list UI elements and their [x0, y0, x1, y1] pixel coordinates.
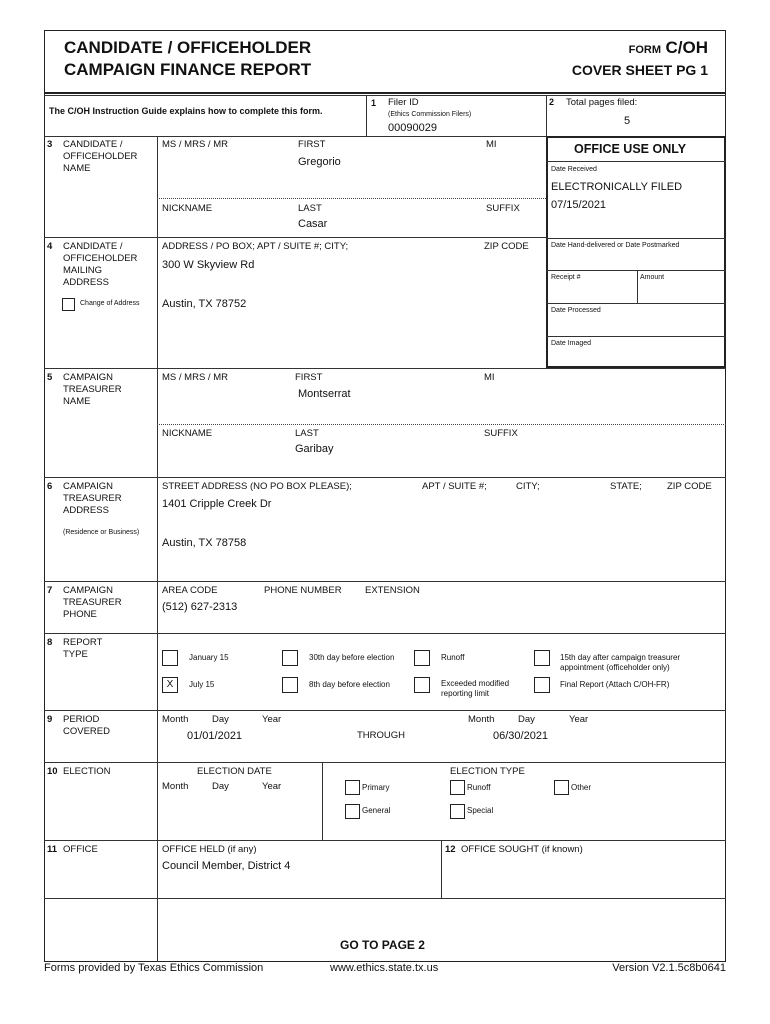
go-to-page-2: GO TO PAGE 2 — [340, 938, 425, 952]
primary-label: Primary — [362, 783, 390, 792]
title-line-1: CANDIDATE / OFFICEHOLDER — [64, 38, 312, 57]
candidate-nickname-label: NICKNAME — [162, 203, 213, 214]
election-year-label: Year — [262, 781, 282, 792]
residence-or-business-note: (Residence or Business) — [63, 529, 140, 536]
candidate-prefix-label: MS / MRS / MR — [162, 139, 228, 150]
section-12-number: 12 — [445, 844, 456, 855]
dotted-separator — [157, 198, 546, 199]
date-received-label: Date Received — [551, 166, 597, 173]
section-6-label: TREASURER — [63, 493, 122, 504]
exceeded-limit-label: Exceeded modified — [441, 679, 510, 688]
treasurer-apt-label: APT / SUITE #; — [422, 481, 487, 492]
instructions-text: The C/OH Instruction Guide explains how to complete this form. — [49, 106, 323, 116]
8th-day-checkbox[interactable] — [282, 677, 298, 693]
office-held-label: OFFICE HELD (if any) — [162, 844, 257, 855]
row-line — [546, 161, 726, 162]
section-3-label: OFFICEHOLDER — [63, 151, 138, 162]
period-from-date: 01/01/2021 — [187, 730, 243, 742]
section-3-label: NAME — [63, 163, 91, 174]
treasurer-first-name: Montserrat — [298, 388, 351, 400]
row-line — [44, 477, 726, 478]
section-4-label: MAILING — [63, 265, 103, 276]
section-6-label: CAMPAIGN — [63, 481, 113, 492]
period-to-date: 06/30/2021 — [493, 730, 549, 742]
through-label: THROUGH — [357, 730, 406, 741]
form-code — [629, 38, 708, 58]
general-checkbox[interactable] — [345, 804, 360, 819]
runoff-report-label: Runoff — [441, 653, 465, 662]
office-sought-label: OFFICE SOUGHT (if known) — [461, 844, 583, 855]
final-report-label: Final Report (Attach C/OH-FR) — [560, 680, 670, 689]
15th-day-label: appointment (officeholder only) — [560, 663, 670, 672]
row-line — [546, 303, 726, 304]
electronically-filed-text: ELECTRONICALLY FILED — [551, 181, 683, 193]
section-5-label: TREASURER — [63, 384, 122, 395]
dotted-separator — [157, 424, 726, 425]
row-line — [44, 840, 726, 841]
section-9-number: 9 — [47, 714, 53, 725]
candidate-last-label: LAST — [298, 203, 322, 214]
total-pages-value: 5 — [624, 115, 631, 127]
row-line — [44, 237, 546, 238]
row-line — [44, 581, 726, 582]
change-of-address-label: Change of Address — [80, 300, 140, 307]
footer-provider: Forms provided by Texas Ethics Commission — [44, 962, 264, 974]
section-4-label: ADDRESS — [63, 277, 109, 288]
date-processed-label: Date Processed — [551, 307, 601, 314]
30th-day-checkbox[interactable] — [282, 650, 298, 666]
row-line — [44, 762, 726, 763]
header-rule-2 — [44, 95, 726, 96]
mailing-address-header: ADDRESS / PO BOX; APT / SUITE #; CITY; — [162, 241, 349, 252]
cover-sheet-label: COVER SHEET PG 1 — [571, 62, 708, 78]
row-line — [44, 136, 546, 137]
period-from-day-label: Day — [212, 714, 229, 725]
30th-day-label: 30th day before election — [309, 653, 395, 662]
treasurer-mi-label: MI — [484, 372, 495, 383]
election-month-label: Month — [162, 781, 189, 792]
election-day-label: Day — [212, 781, 229, 792]
other-label: Other — [571, 783, 592, 792]
treasurer-address-line1: 1401 Cripple Creek Dr — [162, 498, 272, 510]
period-from-year-label: Year — [262, 714, 282, 725]
runoff-election-checkbox[interactable] — [450, 780, 465, 795]
footer-version: Version V2.1.5c8b0641 — [612, 962, 726, 974]
form-word: FORM — [628, 44, 662, 56]
filer-id-value: 00090029 — [388, 122, 437, 134]
election-type-label: ELECTION TYPE — [450, 766, 525, 777]
section-8-label: REPORT — [63, 637, 103, 648]
15th-day-label: 15th day after campaign treasurer — [560, 653, 681, 662]
total-pages-number: 2 — [549, 97, 555, 107]
treasurer-last-name: Garibay — [295, 443, 334, 455]
section-5-label: NAME — [63, 396, 91, 407]
section-10-label: ELECTION — [63, 766, 111, 777]
extension-label: EXTENSION — [365, 585, 420, 596]
section-5-label: CAMPAIGN — [63, 372, 113, 383]
divider — [366, 95, 367, 136]
row-line — [44, 898, 726, 899]
period-to-month-label: Month — [468, 714, 495, 725]
amount-label: Amount — [640, 274, 665, 281]
8th-day-label: 8th day before election — [309, 680, 390, 689]
treasurer-address-line2: Austin, TX 78758 — [162, 537, 247, 549]
row-line — [546, 336, 726, 337]
treasurer-suffix-label: SUFFIX — [484, 428, 518, 439]
section-3-number: 3 — [47, 139, 53, 150]
filer-id-sub: (Ethics Commission Filers) — [388, 111, 472, 118]
section-11-number: 11 — [47, 844, 58, 855]
area-code-label: AREA CODE — [162, 585, 218, 596]
receipt-label: Receipt # — [551, 274, 581, 281]
treasurer-street-label: STREET ADDRESS (NO PO BOX PLEASE); — [162, 481, 352, 492]
treasurer-nickname-label: NICKNAME — [162, 428, 213, 439]
candidate-first-label: FIRST — [298, 139, 326, 150]
row-line — [44, 633, 726, 634]
section-9-label: COVERED — [63, 726, 110, 737]
period-to-day-label: Day — [518, 714, 535, 725]
row-line — [44, 710, 726, 711]
section-7-number: 7 — [47, 585, 53, 596]
period-from-month-label: Month — [162, 714, 189, 725]
divider — [637, 270, 638, 303]
mailing-address-line1: 300 W Skyview Rd — [162, 259, 255, 271]
label-column-divider — [157, 136, 158, 962]
header-rule — [44, 92, 726, 94]
filer-id-label: Filer ID — [388, 97, 419, 108]
july-15-label: July 15 — [189, 680, 215, 689]
treasurer-prefix-label: MS / MRS / MR — [162, 372, 228, 383]
mailing-address-line2: Austin, TX 78752 — [162, 298, 247, 310]
primary-checkbox[interactable] — [345, 780, 360, 795]
divider — [322, 762, 323, 840]
row-line — [546, 238, 726, 239]
period-to-year-label: Year — [569, 714, 589, 725]
other-checkbox[interactable] — [554, 780, 569, 795]
section-3-label: CANDIDATE / — [63, 139, 123, 150]
treasurer-first-label: FIRST — [295, 372, 323, 383]
section-6-number: 6 — [47, 481, 53, 492]
section-7-label: TREASURER — [63, 597, 122, 608]
office-use-title: OFFICE USE ONLY — [574, 142, 687, 156]
filed-date: 07/15/2021 — [551, 199, 607, 211]
general-label: General — [362, 806, 391, 815]
january-15-label: January 15 — [189, 653, 229, 662]
treasurer-phone-value: (512) 627-2313 — [162, 601, 238, 613]
section-8-number: 8 — [47, 637, 53, 648]
section-7-label: CAMPAIGN — [63, 585, 113, 596]
treasurer-state-label: STATE; — [610, 481, 642, 492]
row-line — [44, 368, 726, 369]
candidate-last-name: Casar — [298, 218, 328, 230]
candidate-mi-label: MI — [486, 139, 497, 150]
form-code-value: C/OH — [665, 38, 708, 57]
section-4-label: CANDIDATE / — [63, 241, 123, 252]
treasurer-city-label: CITY; — [516, 481, 540, 492]
15th-day-checkbox[interactable] — [534, 650, 550, 666]
election-date-label: ELECTION DATE — [197, 766, 272, 777]
special-checkbox[interactable] — [450, 804, 465, 819]
section-4-label: OFFICEHOLDER — [63, 253, 138, 264]
section-4-number: 4 — [47, 241, 53, 252]
candidate-first-name: Gregorio — [298, 156, 341, 168]
treasurer-last-label: LAST — [295, 428, 319, 439]
july-15-checkbox[interactable]: X — [162, 677, 178, 693]
special-label: Special — [467, 806, 494, 815]
final-report-checkbox[interactable] — [534, 677, 550, 693]
phone-number-label: PHONE NUMBER — [264, 585, 342, 596]
exceeded-limit-label: reporting limit — [441, 689, 490, 698]
mailing-zip-label: ZIP CODE — [484, 241, 529, 252]
date-imaged-label: Date Imaged — [551, 340, 592, 347]
exceeded-limit-checkbox[interactable] — [414, 677, 430, 693]
section-9-label: PERIOD — [63, 714, 100, 725]
footer-website: www.ethics.state.tx.us — [330, 962, 439, 974]
change-of-address-checkbox[interactable] — [62, 298, 75, 311]
section-6-label: ADDRESS — [63, 505, 109, 516]
section-11-label: OFFICE — [63, 844, 98, 855]
hand-delivered-label: Date Hand-delivered or Date Postmarked — [551, 242, 680, 249]
treasurer-zip-label: ZIP CODE — [667, 481, 712, 492]
section-5-number: 5 — [47, 372, 53, 383]
divider — [546, 95, 547, 136]
title-line-2: CAMPAIGN FINANCE REPORT — [64, 60, 312, 79]
section-10-number: 10 — [47, 766, 58, 777]
divider — [441, 840, 442, 898]
total-pages-label: Total pages filed: — [566, 97, 638, 108]
filer-id-number: 1 — [371, 98, 377, 108]
runoff-election-label: Runoff — [467, 783, 491, 792]
row-line — [546, 270, 726, 271]
office-held-value: Council Member, District 4 — [162, 860, 291, 872]
runoff-report-checkbox[interactable] — [414, 650, 430, 666]
january-15-checkbox[interactable] — [162, 650, 178, 666]
section-8-label: TYPE — [63, 649, 88, 660]
section-7-label: PHONE — [63, 609, 97, 620]
candidate-suffix-label: SUFFIX — [486, 203, 520, 214]
